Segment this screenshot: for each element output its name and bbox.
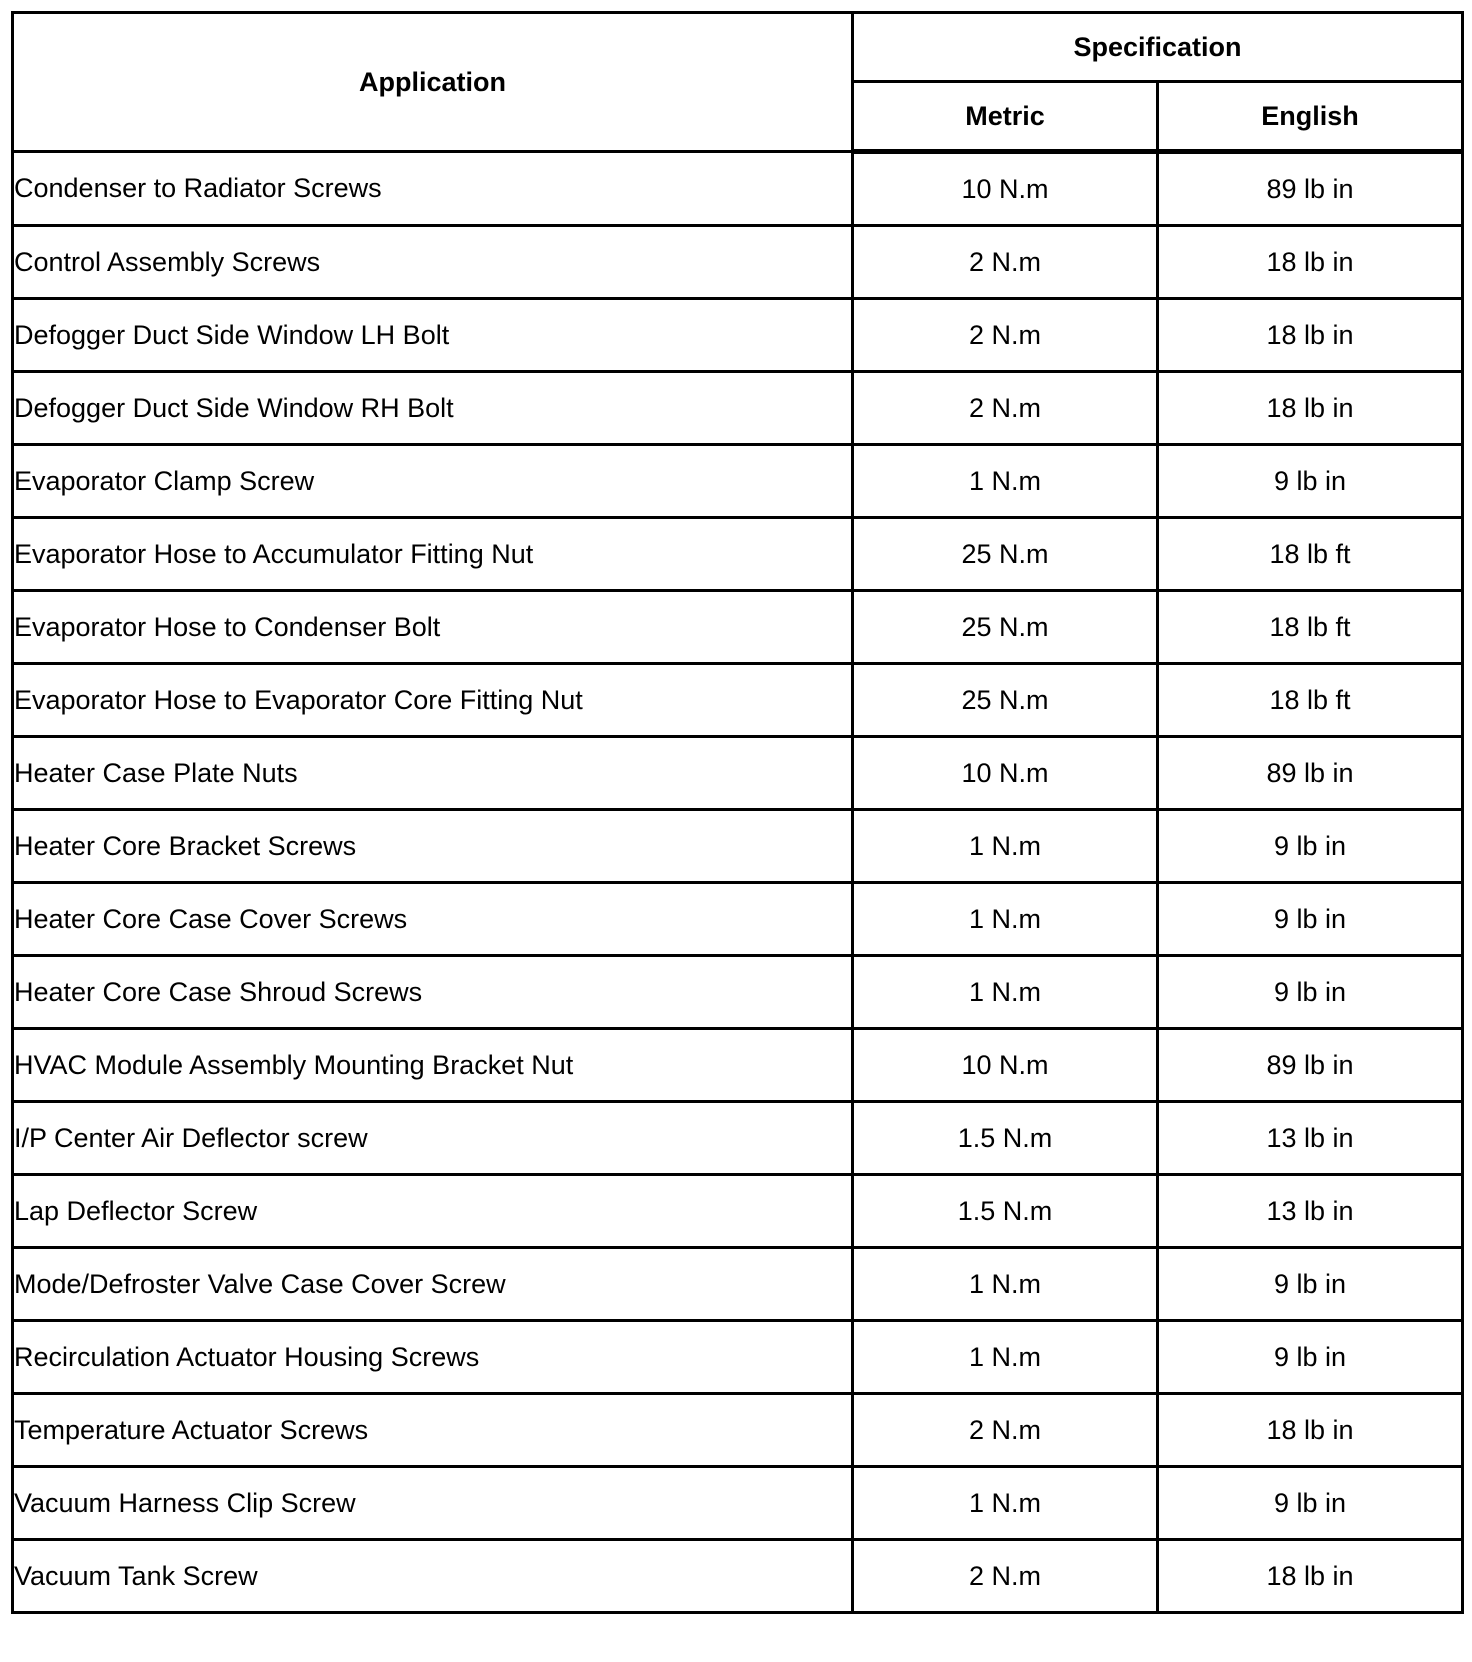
metric-cell: 1.5 N.m — [853, 1175, 1158, 1248]
application-cell: Heater Core Case Cover Screws — [13, 883, 853, 956]
metric-cell: 25 N.m — [853, 664, 1158, 737]
application-cell: Recirculation Actuator Housing Screws — [13, 1321, 853, 1394]
metric-cell: 1 N.m — [853, 445, 1158, 518]
english-cell: 13 lb in — [1158, 1175, 1463, 1248]
table-body — [13, 152, 1463, 1613]
metric-cell: 2 N.m — [853, 299, 1158, 372]
table-row — [13, 1540, 1463, 1613]
table-row — [13, 1175, 1463, 1248]
header-metric: Metric — [853, 82, 1158, 152]
application-cell: Evaporator Hose to Evaporator Core Fitting Nut — [13, 664, 853, 737]
english-cell: 89 lb in — [1158, 152, 1463, 226]
table-row — [13, 152, 1463, 226]
header-specification: Specification — [853, 13, 1463, 82]
english-cell: 9 lb in — [1158, 1321, 1463, 1394]
metric-cell: 1 N.m — [853, 1248, 1158, 1321]
table-row — [13, 810, 1463, 883]
table-row — [13, 1321, 1463, 1394]
application-cell: Evaporator Clamp Screw — [13, 445, 853, 518]
application-cell: Evaporator Hose to Condenser Bolt — [13, 591, 853, 664]
application-cell: Temperature Actuator Screws — [13, 1394, 853, 1467]
table-row — [13, 1467, 1463, 1540]
application-cell: Defogger Duct Side Window RH Bolt — [13, 372, 853, 445]
application-cell: Lap Deflector Screw — [13, 1175, 853, 1248]
table-row — [13, 956, 1463, 1029]
application-cell: Control Assembly Screws — [13, 226, 853, 299]
fastener-spec-table — [11, 11, 1464, 1614]
english-cell: 18 lb ft — [1158, 518, 1463, 591]
table-row — [13, 518, 1463, 591]
metric-cell: 10 N.m — [853, 1029, 1158, 1102]
application-cell: Heater Core Bracket Screws — [13, 810, 853, 883]
english-cell: 18 lb in — [1158, 372, 1463, 445]
metric-cell: 10 N.m — [853, 152, 1158, 226]
application-cell: HVAC Module Assembly Mounting Bracket Nut — [13, 1029, 853, 1102]
table-row — [13, 591, 1463, 664]
english-cell: 18 lb ft — [1158, 591, 1463, 664]
metric-cell: 2 N.m — [853, 1394, 1158, 1467]
metric-cell: 1.5 N.m — [853, 1102, 1158, 1175]
table-row — [13, 1248, 1463, 1321]
application-cell: Heater Case Plate Nuts — [13, 737, 853, 810]
english-cell: 89 lb in — [1158, 1029, 1463, 1102]
metric-cell: 10 N.m — [853, 737, 1158, 810]
table-header — [13, 13, 1463, 152]
application-cell: Mode/Defroster Valve Case Cover Screw — [13, 1248, 853, 1321]
english-cell: 9 lb in — [1158, 956, 1463, 1029]
metric-cell: 1 N.m — [853, 810, 1158, 883]
metric-cell: 25 N.m — [853, 518, 1158, 591]
header-application: Application — [13, 13, 853, 152]
application-cell: Condenser to Radiator Screws — [13, 152, 853, 226]
metric-cell: 2 N.m — [853, 226, 1158, 299]
table-row — [13, 664, 1463, 737]
english-cell: 13 lb in — [1158, 1102, 1463, 1175]
header-english: English — [1158, 82, 1463, 152]
application-cell: Defogger Duct Side Window LH Bolt — [13, 299, 853, 372]
metric-cell: 1 N.m — [853, 956, 1158, 1029]
english-cell: 18 lb ft — [1158, 664, 1463, 737]
english-cell: 9 lb in — [1158, 883, 1463, 956]
english-cell: 9 lb in — [1158, 810, 1463, 883]
english-cell: 89 lb in — [1158, 737, 1463, 810]
table-row — [13, 1029, 1463, 1102]
metric-cell: 2 N.m — [853, 372, 1158, 445]
table-row — [13, 445, 1463, 518]
table-row — [13, 737, 1463, 810]
table-row — [13, 1394, 1463, 1467]
application-cell: Heater Core Case Shroud Screws — [13, 956, 853, 1029]
table-row — [13, 1102, 1463, 1175]
english-cell: 9 lb in — [1158, 1248, 1463, 1321]
header-row-top — [13, 13, 1463, 82]
english-cell: 18 lb in — [1158, 1394, 1463, 1467]
application-cell: Vacuum Tank Screw — [13, 1540, 853, 1613]
fastener-spec-table-container — [11, 11, 1464, 1614]
english-cell: 18 lb in — [1158, 1540, 1463, 1613]
metric-cell: 1 N.m — [853, 1321, 1158, 1394]
application-cell: Evaporator Hose to Accumulator Fitting Nut — [13, 518, 853, 591]
metric-cell: 25 N.m — [853, 591, 1158, 664]
english-cell: 9 lb in — [1158, 445, 1463, 518]
table-row — [13, 883, 1463, 956]
metric-cell: 1 N.m — [853, 883, 1158, 956]
table-row — [13, 299, 1463, 372]
application-cell: I/P Center Air Deflector screw — [13, 1102, 853, 1175]
metric-cell: 2 N.m — [853, 1540, 1158, 1613]
metric-cell: 1 N.m — [853, 1467, 1158, 1540]
table-row — [13, 372, 1463, 445]
table-row — [13, 226, 1463, 299]
english-cell: 18 lb in — [1158, 226, 1463, 299]
application-cell: Vacuum Harness Clip Screw — [13, 1467, 853, 1540]
english-cell: 18 lb in — [1158, 299, 1463, 372]
english-cell: 9 lb in — [1158, 1467, 1463, 1540]
